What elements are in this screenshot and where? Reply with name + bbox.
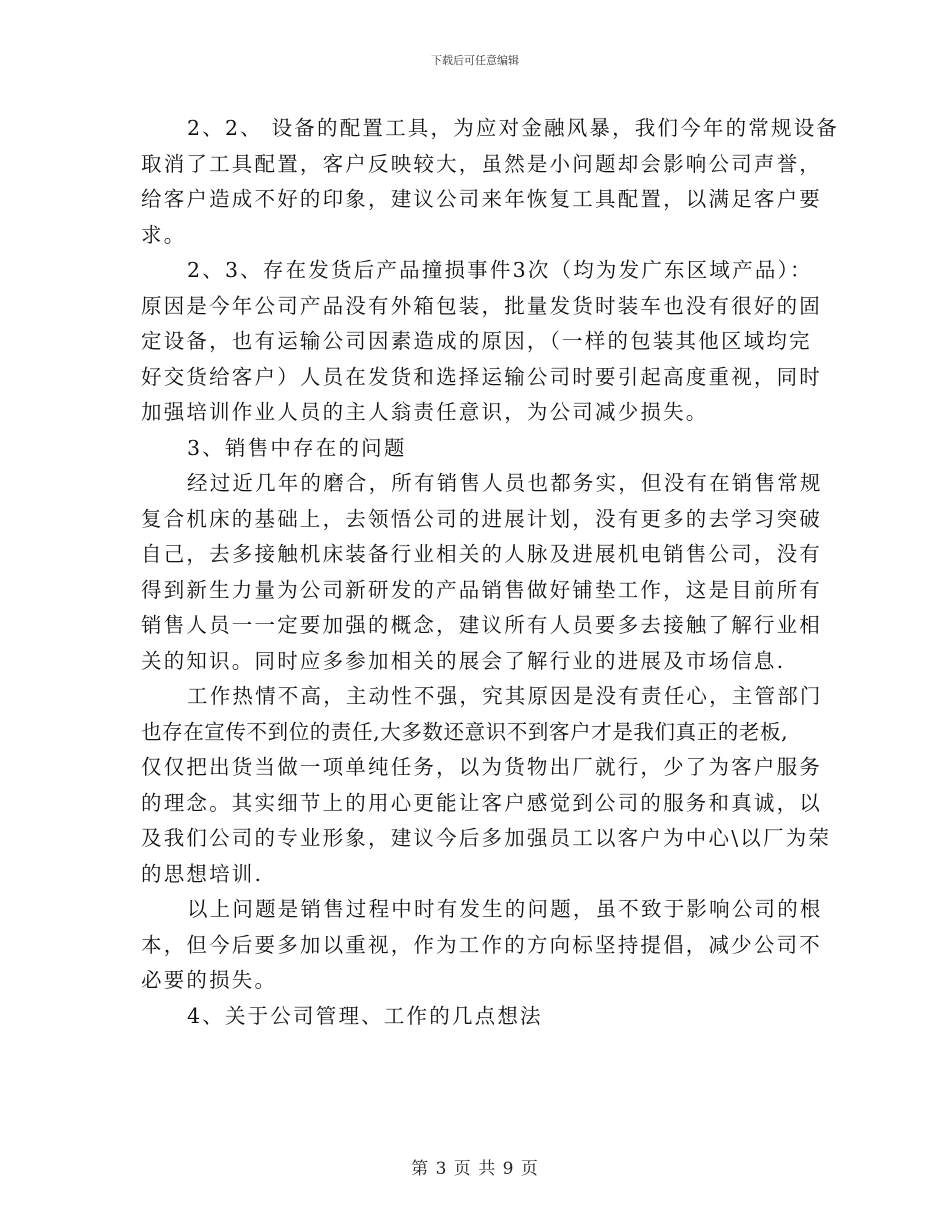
text-line: 好交货给客户）人员在发货和选择运输公司时要引起高度重视，同时: [141, 364, 822, 389]
text-line: 2、3、存在发货后产品撞损事件3次（均为发广东区域产品）：: [187, 258, 813, 282]
text-line: 仅仅把出货当做一项单纯任务，以为货物出厂就行，少了为客户服务: [141, 755, 822, 779]
text-line: 自己，去多接触机床装备行业相关的人脉及进展机电销售公司，没有: [141, 542, 822, 566]
text-line: 复合机床的基础上，去领悟公司的进展计划，没有更多的去学习突破: [141, 506, 822, 531]
text-line: 定设备，也有运输公司因素造成的原因，（一样的包装其他区域均完: [141, 329, 812, 353]
text-line: 销售人员一一定要加强的概念，建议所有人员要多去接触了解行业相: [141, 613, 822, 637]
section-heading: 4、关于公司管理、工作的几点想法: [187, 1003, 543, 1028]
section-heading: 3、销售中存在的问题: [187, 435, 407, 460]
page-header: 下载后可任意编辑: [431, 54, 519, 67]
text-line: 的思想培训.: [141, 861, 264, 886]
text-line: 取消了工具配置，客户反映较大，虽然是小问题却会影响公司声誉，: [141, 151, 822, 176]
text-line: 以上问题是销售过程中时有发生的问题，虽不致于影响公司的根: [187, 897, 823, 921]
text-line: 工作热情不高，主动性不强，究其原因是没有责任心，主管部门: [187, 684, 823, 708]
document-body: [141, 111, 840, 1034]
text-line: 经过近几年的磨合，所有销售人员也都务实，但没有在销售常规: [187, 471, 823, 495]
text-line: 的理念。其实细节上的用心更能让客户感觉到公司的服务和真诚，以: [141, 790, 822, 815]
text-line: 也存在宣传不到位的责任,大多数还意识不到客户才是我们真正的老板,: [141, 719, 789, 744]
text-line: 给客户造成不好的印象，建议公司来年恢复工具配置，以满足客户要: [141, 187, 822, 211]
text-line: 关的知识。同时应多参加相关的展会了解行业的进展及市场信息.: [141, 648, 786, 673]
text-line: 必要的损失。: [141, 968, 278, 992]
text-line: 加强培训作业人员的主人翁责任意识，为公司减少损失。: [141, 400, 709, 424]
text-line: 得到新生力量为公司新研发的产品销售做好铺垫工作，这是目前所有: [141, 577, 822, 602]
text-line: 2、2、 设备的配置工具，为应对金融风暴，我们今年的常规设备: [187, 116, 840, 140]
text-line: 原因是今年公司产品没有外箱包装，批量发货时装车也没有很好的固: [141, 293, 822, 318]
text-line: 本，但今后要多加以重视，作为工作的方向标坚持提倡，减少公司不: [141, 932, 822, 957]
text-line: 及我们公司的专业形象，建议今后多加强员工以客户为中心\以厂为荣: [141, 826, 832, 850]
page-footer: 第 3 页 共 9 页: [411, 1159, 539, 1179]
text-line: 求。: [141, 222, 187, 247]
